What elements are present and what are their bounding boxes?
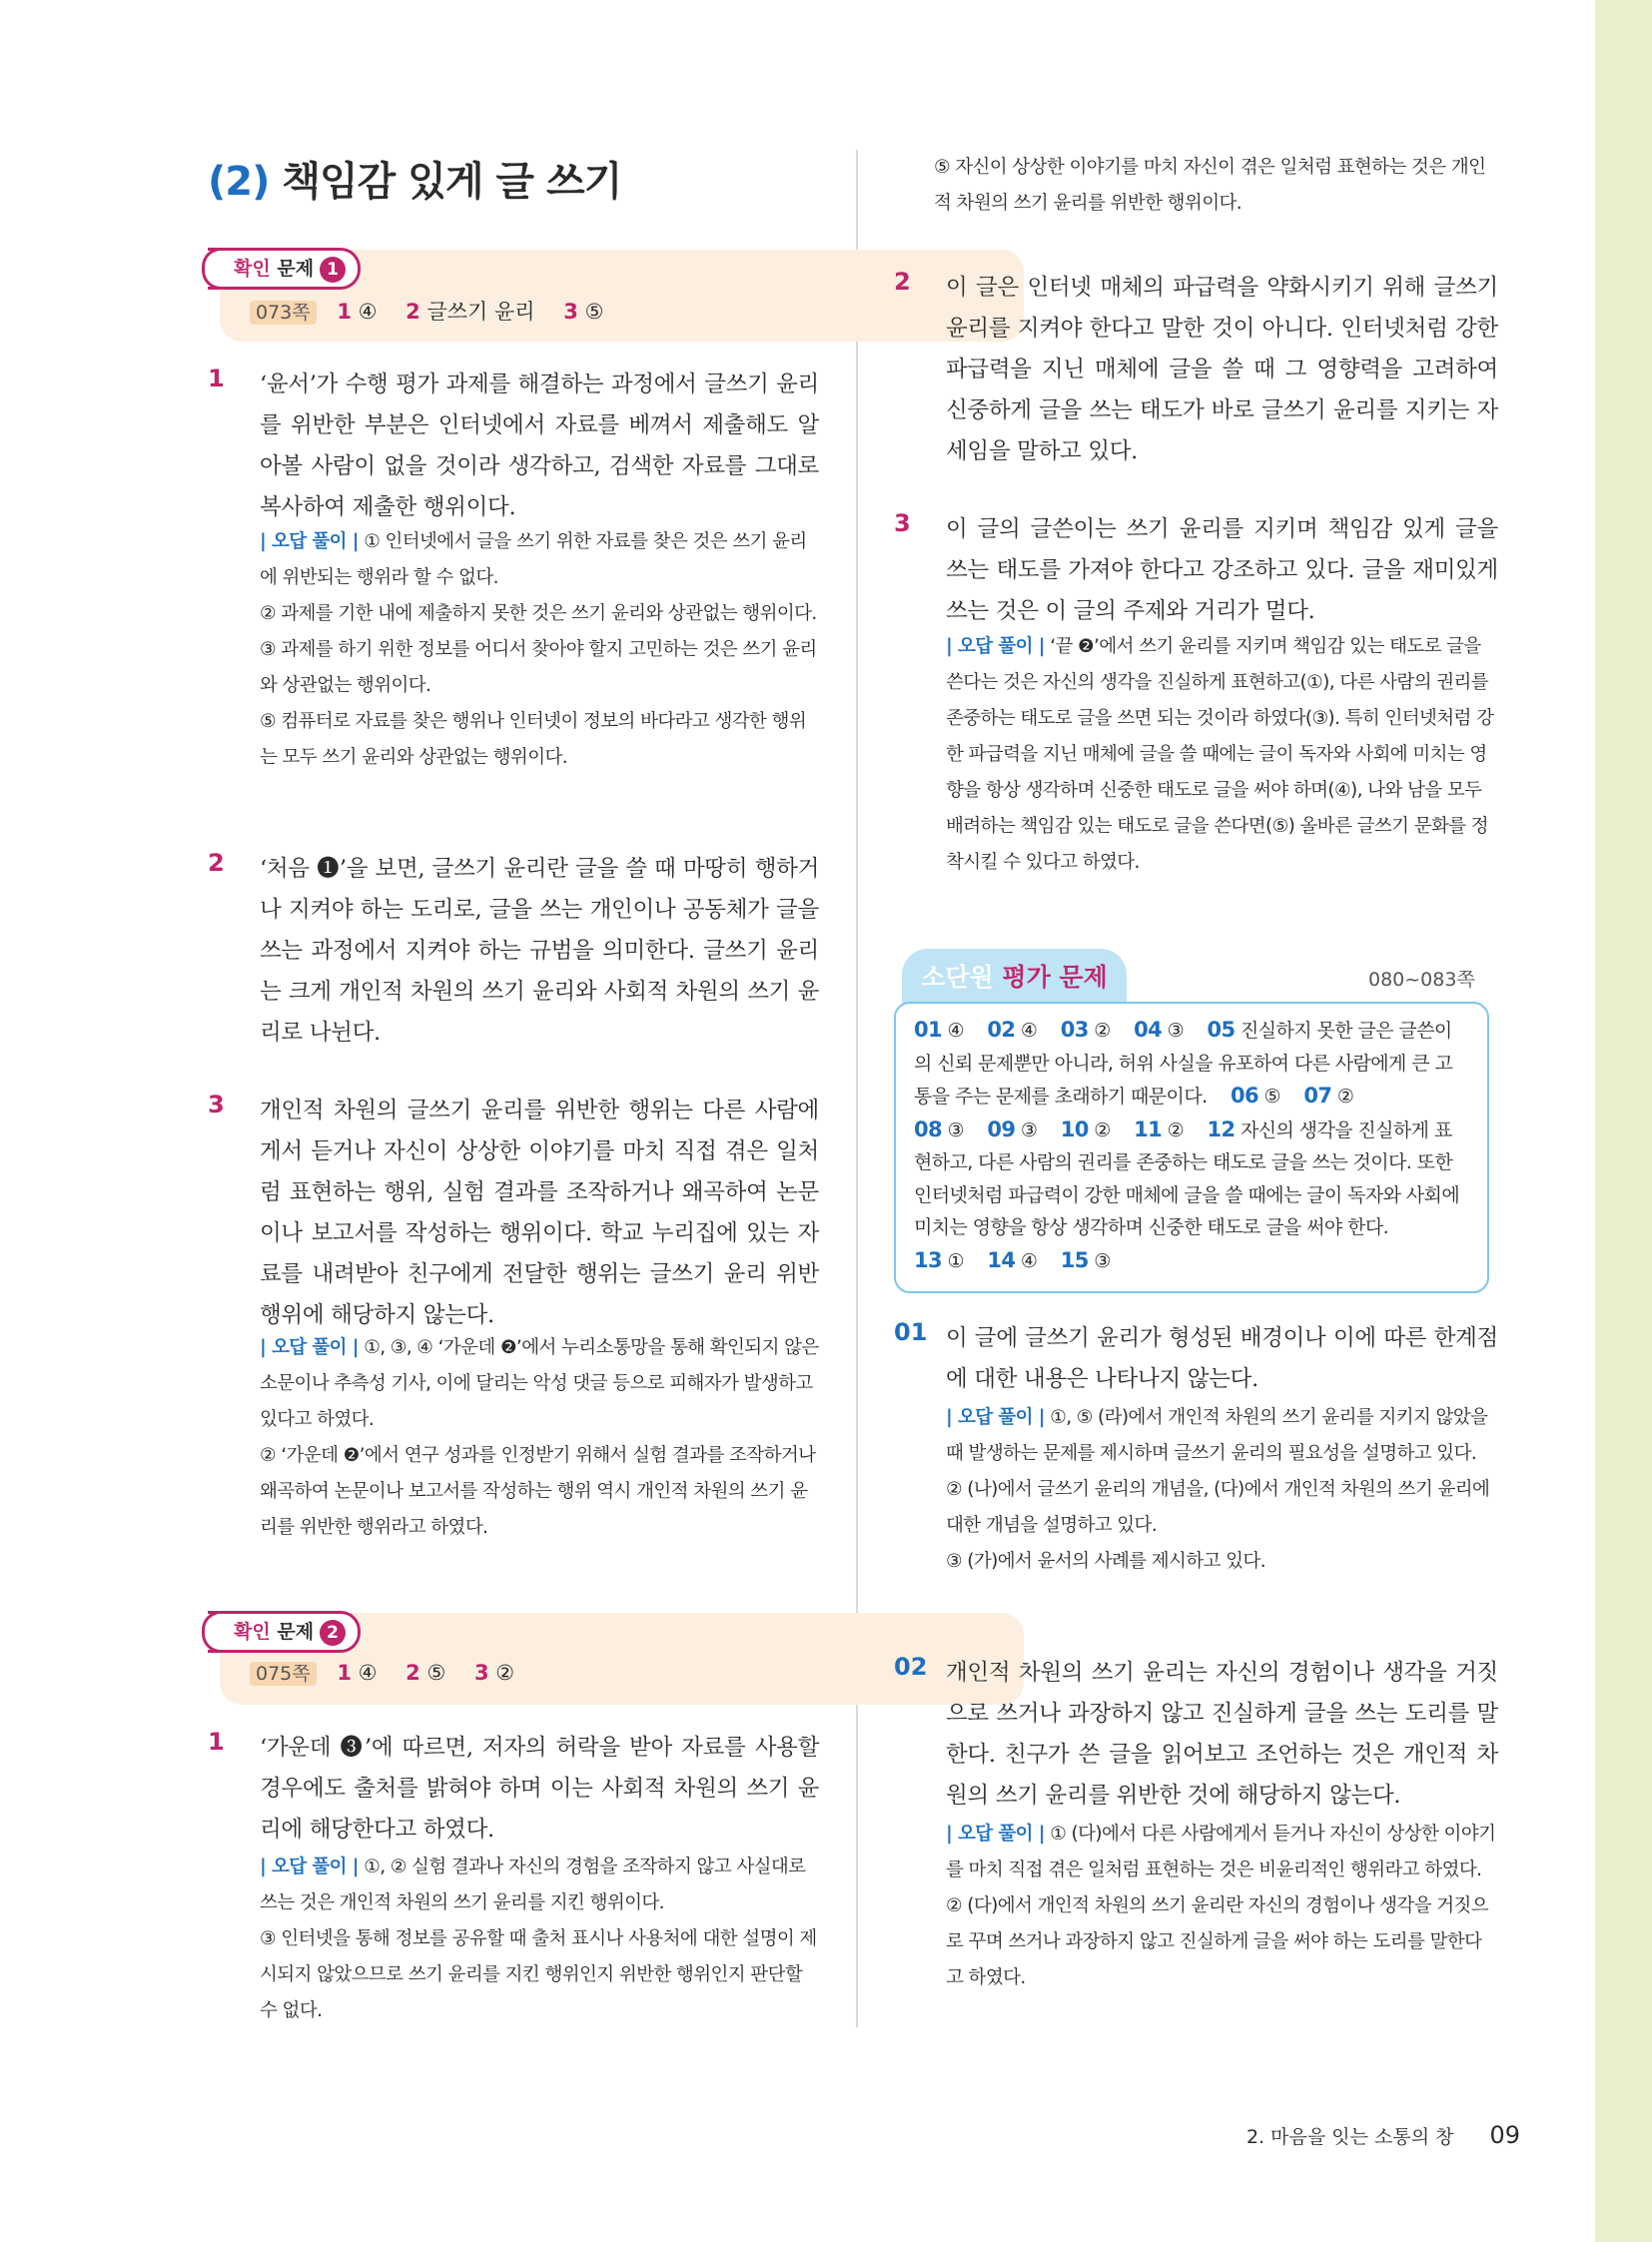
- wrong-answer-tag: | 오답 풀이 |: [260, 531, 359, 552]
- wrong-answer-tag: | 오답 풀이 |: [946, 1407, 1045, 1428]
- unit-answers-box: [894, 1002, 1489, 1293]
- explain-line: ⑤ 컴퓨터로 자료를 찾은 행위나 인터넷이 정보의 바다라고 생각한 행위는 모두 쓰기 윤리와 상관없는 행위이다.: [260, 711, 807, 768]
- answer-item: 1 ④: [337, 1661, 378, 1685]
- question-number: 2: [208, 849, 225, 877]
- explain-line: ①, ② 실험 결과나 자신의 경험을 조작하지 않고 사실대로 쓰는 것은 개인적 차원의 쓰기 윤리를 지킨 행위이다.: [260, 1857, 806, 1913]
- unit-label: 소단원: [921, 963, 994, 992]
- question-number: 1: [208, 1728, 225, 1756]
- explanation: [260, 1850, 819, 2029]
- explanation: [946, 1817, 1498, 1996]
- question-number: 02: [894, 1653, 928, 1681]
- explanation: [946, 629, 1498, 881]
- page-footer: [1246, 2121, 1520, 2149]
- answer-item: 3 ⑤: [563, 300, 604, 324]
- question-text: 개인적 차원의 쓰기 윤리는 자신의 경험이나 생각을 거짓으로 쓰거나 과장하지 않고 진실하게 글을 쓰는 도리를 말한다. 친구가 쓴 글을 읽어보고 조언하는 것은 개인적 차원의 쓰기 윤리를 위반한 것에 해당하지 않는다.: [946, 1660, 1498, 1809]
- page-ref: 073쪽: [250, 301, 317, 325]
- question-text: 이 글은 인터넷 매체의 파급력을 약화시키기 위해 글쓰기 윤리를 지켜야 한다고 말한 것이 아니다. 인터넷처럼 강한 파급력을 지닌 매체에 글을 쓸 때 그 영향력을 고려하여 신중하게 글을 쓰는 태도가 바로 글쓰기 윤리를 지키는 자세임을 말하고 있다.: [946, 275, 1498, 464]
- question-text: ‘윤서’가 수행 평가 과제를 해결하는 과정에서 글쓰기 윤리를 위반한 부분은 인터넷에서 자료를 베껴서 제출해도 알아볼 사람이 없을 것이라 생각하고, 검색한 자료를 그대로 복사하여 제출한 행위이다.: [260, 372, 819, 520]
- explain-line: ② 과제를 기한 내에 제출하지 못한 것은 쓰기 윤리와 상관없는 행위이다.: [260, 603, 817, 624]
- question-number: 1: [208, 365, 225, 392]
- check-label: 확인: [234, 258, 271, 280]
- section-title: [208, 150, 621, 207]
- unit-assessment-tab: [902, 949, 1127, 1007]
- answer-item: 3 ②: [473, 1661, 515, 1685]
- explanation: [946, 1400, 1498, 1580]
- answer-row: 13 ① 14 ④ 15 ③: [914, 1247, 1111, 1272]
- explanation: [934, 150, 1486, 222]
- question-text: 이 글에 글쓰기 윤리가 형성된 배경이나 이에 따른 한계점에 대한 내용은 나타나지 않는다.: [946, 1325, 1498, 1392]
- page-number: 09: [1489, 2121, 1521, 2149]
- check-problem-2-tab: [208, 1611, 361, 1653]
- wrong-answer-tag: | 오답 풀이 |: [946, 1824, 1045, 1845]
- answer-item: 2 글쓰기 윤리: [406, 300, 535, 324]
- question-number: 3: [894, 509, 911, 537]
- explain-line: ①, ⑤ (라)에서 개인적 차원의 쓰기 윤리를 지키지 않았을 때 발생하는 문제를 제시하며 글쓰기 윤리의 필요성을 설명하고 있다.: [946, 1407, 1488, 1464]
- section-title-text: 책임감 있게 글 쓰기: [282, 159, 622, 205]
- answer-line: [250, 296, 625, 326]
- question-number: 01: [894, 1318, 928, 1346]
- column-divider: [856, 150, 858, 2027]
- check-label: 확인: [234, 1621, 271, 1643]
- explain-line: ② ‘가운데 ❷’에서 연구 성과를 인정받기 위해서 실험 결과를 조작하거나 왜곡하여 논문이나 보고서를 작성하는 행위 역시 개인적 차원의 쓰기 윤리를 위반한 행위라고 하였다.: [260, 1445, 816, 1538]
- answer-item: 1 ④: [337, 300, 378, 324]
- wrong-answer-tag: | 오답 풀이 |: [260, 1337, 359, 1358]
- explain-line: ② (다)에서 개인적 차원의 쓰기 윤리란 자신의 경험이나 생각을 거짓으로 꾸며 쓰거나 과장하지 않고 진실하게 글을 써야 하는 도리를 말한다고 하였다.: [946, 1895, 1489, 1988]
- answer-item: 2 ⑤: [406, 1661, 446, 1685]
- explain-line: ③ 인터넷을 통해 정보를 공유할 때 출처 표시나 사용처에 대한 설명이 제시되지 않았으므로 쓰기 윤리를 지킨 행위인지 위반한 행위인지 판단할 수 없다.: [260, 1928, 817, 2021]
- question-number: 3: [208, 1091, 225, 1119]
- page-ref: 075쪽: [250, 1662, 317, 1686]
- number-badge: 2: [320, 1620, 346, 1646]
- number-badge: 1: [320, 257, 346, 283]
- unit-page-range: 080~083쪽: [1368, 969, 1475, 991]
- answer-line: [250, 1659, 536, 1686]
- explain-line: ‘끝 ❷’에서 쓰기 윤리를 지키며 책임감 있는 태도로 글을 쓴다는 것은 자신의 생각을 진실하게 표현하고(①), 다른 사람의 권리를 존중하는 태도로 글을 쓰면 되는 것이라 하였다(③). 특히 인터넷처럼 강한 파급력을 지닌 매체에 글을 쓸 때에는 글이 독자와 사회에 미치는 영향을 항상 생각하며 신중한 태도로 글을 써야 하며(④), 나와 남을 모두 배려하는 책임감 있는 태도로 글을 쓴다면(⑤) 올바른 글쓰기 문화를 정착시킬 수 있다고 하였다.: [946, 636, 1494, 873]
- explain-line: ② (나)에서 글쓰기 윤리의 개념을, (다)에서 개인적 차원의 쓰기 윤리에 대한 개념을 설명하고 있다.: [946, 1479, 1490, 1536]
- explain-line: ⑤ 자신이 상상한 이야기를 마치 자신이 겪은 일처럼 표현하는 것은 개인적 차원의 쓰기 윤리를 위반한 행위이다.: [934, 157, 1486, 214]
- question-text: 개인적 차원의 글쓰기 윤리를 위반한 행위는 다른 사람에게서 듣거나 자신이 상상한 이야기를 마치 직접 겪은 일처럼 표현하는 행위, 실험 결과를 조작하거나 왜곡하여 논문이나 보고서를 작성하는 행위이다. 학교 누리집에 있는 자료를 내려받아 친구에게 전달한 행위는 글쓰기 윤리 위반 행위에 해당하지 않는다.: [260, 1098, 819, 1328]
- question-text: ‘가운데 ❸’에 따르면, 저자의 허락을 받아 자료를 사용할 경우에도 출처를 밝혀야 하며 이는 사회적 차원의 쓰기 윤리에 해당한다고 하였다.: [260, 1735, 819, 1843]
- section-number: (2): [208, 159, 270, 205]
- chapter-title: 2. 마음을 잇는 소통의 창: [1246, 2126, 1454, 2148]
- question-number: 2: [894, 268, 911, 296]
- answer-05: 진실하지 못한 글은 글쓴이의 신뢰 문제뿐만 아니라, 허위 사실을 유포하여 다른 사람에게 큰 고통을 주는 문제를 초래하기 때문이다.: [914, 1020, 1453, 1108]
- answer-row: 08 ③ 09 ③ 10 ② 11 ② 12 자신의 생각을 진실하게 표현하고, 다른 사람의 권리를 존중하는 태도로 글을 쓰는 것이다. 또한 인터넷처럼 파급력이 강한 매체에 글을 쓸 때에는 글이 독자와 사회에 미치는 영향을 항상 생각하며 신중한 태도로 글을 써야 한다.: [914, 1117, 1460, 1238]
- explanation: [260, 1330, 819, 1546]
- side-margin-band: [1595, 0, 1652, 2242]
- question-text: ‘처음 ❶’을 보면, 글쓰기 윤리란 글을 쓸 때 마땅히 행하거나 지켜야 하는 도리로, 글을 쓰는 개인이나 공동체가 글을 쓰는 과정에서 지켜야 하는 규범을 의미한다. 글쓰기 윤리는 크게 개인적 차원의 쓰기 윤리와 사회적 차원의 쓰기 윤리로 나뉜다.: [260, 856, 819, 1046]
- check-problem-1-tab: [208, 248, 361, 290]
- answer-row: 01 ④ 02 ④ 03 ② 04 ③ 05 진실하지 못한 글은 글쓴이의 신뢰 문제뿐만 아니라, 허위 사실을 유포하여 다른 사람에게 큰 고통을 주는 문제를 초래하기 때문이다. 06 ⑤ 07 ②: [914, 1018, 1453, 1108]
- unit-label-assessment: 평가 문제: [1002, 963, 1108, 992]
- check-label-problem: 문제: [277, 258, 315, 280]
- explain-line: ③ (가)에서 윤서의 사례를 제시하고 있다.: [946, 1551, 1265, 1572]
- wrong-answer-tag: | 오답 풀이 |: [946, 636, 1045, 657]
- explain-line: ①, ③, ④ ‘가운데 ❷’에서 누리소통망을 통해 확인되지 않은 소문이나 추측성 기사, 이에 달리는 악성 댓글 등으로 피해자가 발생하고 있다고 하였다.: [260, 1337, 819, 1430]
- answer-12: 자신의 생각을 진실하게 표현하고, 다른 사람의 권리를 존중하는 태도로 글을 쓰는 것이다. 또한 인터넷처럼 파급력이 강한 매체에 글을 쓸 때에는 글이 독자와 사회에 미치는 영향을 항상 생각하며 신중한 태도로 글을 써야 한다.: [914, 1119, 1460, 1238]
- explain-line: ③ 과제를 하기 위한 정보를 어디서 찾아야 할지 고민하는 것은 쓰기 윤리와 상관없는 행위이다.: [260, 639, 817, 696]
- question-text: 이 글의 글쓴이는 쓰기 윤리를 지키며 책임감 있게 글을 쓰는 태도를 가져야 한다고 강조하고 있다. 글을 재미있게 쓰는 것은 이 글의 주제와 거리가 멀다.: [946, 516, 1498, 624]
- check-problem-1-answers: [220, 250, 1024, 342]
- wrong-answer-tag: | 오답 풀이 |: [260, 1857, 359, 1877]
- explain-line: ① (다)에서 다른 사람에게서 듣거나 자신이 상상한 이야기를 마치 직접 겪은 일처럼 표현하는 것은 비윤리적인 행위라고 하였다.: [946, 1824, 1496, 1880]
- explain-line: ① 인터넷에서 글을 쓰기 위한 자료를 찾은 것은 쓰기 윤리에 위반되는 행위라 할 수 없다.: [260, 531, 807, 588]
- explanation: [260, 524, 819, 776]
- check-label-problem: 문제: [277, 1621, 315, 1643]
